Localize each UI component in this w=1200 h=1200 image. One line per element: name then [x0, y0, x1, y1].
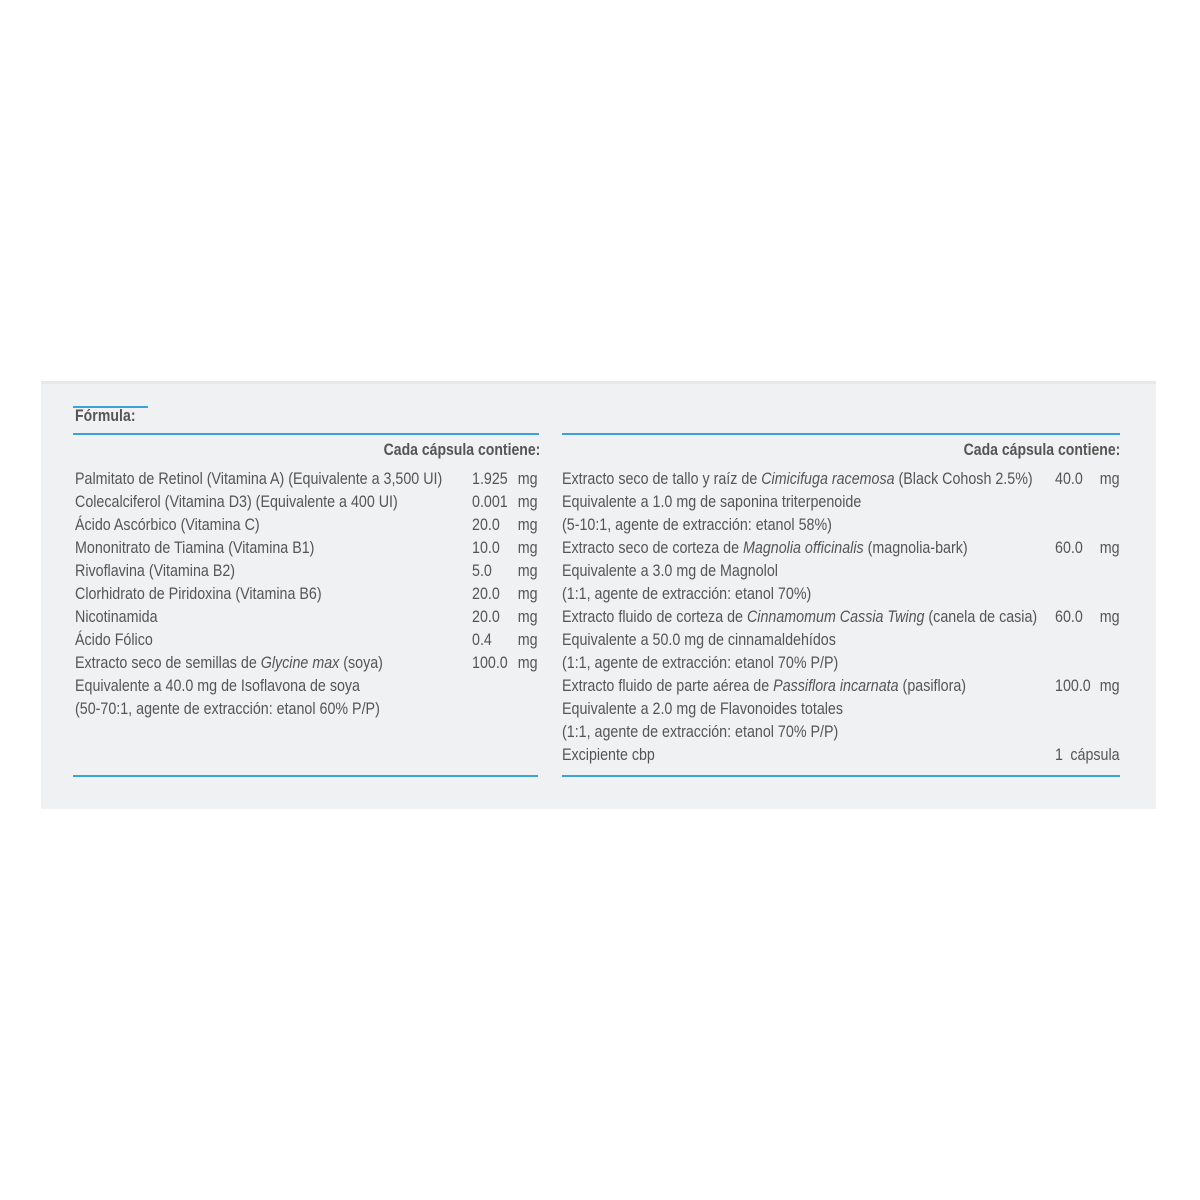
right-column-header: Cada cápsula contiene:	[963, 441, 1120, 459]
right-column-bottom-rule	[562, 775, 1120, 777]
ingredient-name: (5-10:1, agente de extracción: etanol 58%)	[562, 515, 832, 534]
ingredient-row	[562, 674, 1120, 697]
ingredient-row	[75, 490, 538, 513]
ingredient-name: Equivalente a 1.0 mg de saponina triterpenoide	[562, 492, 862, 511]
ingredient-row	[562, 536, 1120, 559]
ingredient-amount: 1.925	[472, 469, 508, 488]
ingredient-unit: mg	[518, 584, 538, 603]
ingredient-amount: 5.0	[472, 561, 492, 580]
ingredient-name: Equivalente a 50.0 mg de cinnamaldehídos	[562, 630, 836, 649]
ingredient-name: Rivoflavina (Vitamina B2)	[75, 561, 236, 580]
ingredient-unit: mg	[518, 469, 538, 488]
ingredient-name: (1:1, agente de extracción: etanol 70%)	[562, 584, 812, 603]
formula-title: Fórmula:	[75, 407, 136, 425]
ingredient-amount: 0.001	[472, 492, 508, 511]
ingredient-row	[75, 651, 538, 674]
formula-panel	[41, 381, 1156, 809]
ingredient-amount: 1	[1055, 745, 1063, 764]
ingredient-name: Equivalente a 40.0 mg de Isoflavona de soya	[75, 676, 361, 695]
ingredient-name: Extracto seco de corteza de Magnolia officinalis (magnolia-bark)	[562, 538, 968, 557]
ingredient-unit: mg	[518, 630, 538, 649]
ingredient-row	[562, 697, 1120, 720]
ingredient-name: (1:1, agente de extracción: etanol 70% P/P)	[562, 722, 839, 741]
ingredient-row	[75, 674, 538, 697]
ingredient-row	[562, 651, 1120, 674]
ingredient-row	[562, 628, 1120, 651]
ingredient-name: Excipiente cbp	[562, 745, 655, 764]
ingredient-row	[562, 582, 1120, 605]
ingredient-name: (1:1, agente de extracción: etanol 70% P/P)	[562, 653, 839, 672]
ingredient-name: Nicotinamida	[75, 607, 158, 626]
ingredient-unit: mg	[518, 653, 538, 672]
ingredient-name: (50-70:1, agente de extracción: etanol 60% P/P)	[75, 699, 380, 718]
ingredient-name: Clorhidrato de Piridoxina (Vitamina B6)	[75, 584, 322, 603]
ingredient-name: Equivalente a 2.0 mg de Flavonoides totales	[562, 699, 844, 718]
ingredient-row	[75, 605, 538, 628]
ingredient-amount: 10.0	[472, 538, 500, 557]
ingredient-unit: mg	[518, 607, 538, 626]
ingredient-unit: mg	[1100, 538, 1120, 557]
ingredient-unit: cápsula	[1070, 745, 1120, 764]
ingredient-unit: mg	[1100, 676, 1120, 695]
ingredient-name: Extracto fluido de corteza de Cinnamomum Cassia Twing (canela de casia)	[562, 607, 1038, 626]
ingredient-amount: 20.0	[472, 607, 500, 626]
ingredient-name: Ácido Ascórbico (Vitamina C)	[75, 515, 260, 534]
ingredient-name: Extracto seco de semillas de Glycine max (soya)	[75, 653, 383, 672]
ingredient-amount: 60.0	[1055, 607, 1083, 626]
ingredient-unit: mg	[1100, 607, 1120, 626]
ingredient-amount: 40.0	[1055, 469, 1083, 488]
ingredient-row	[75, 628, 538, 651]
ingredient-row	[75, 467, 538, 490]
left-column-bottom-rule	[73, 775, 538, 777]
ingredient-unit: mg	[518, 515, 538, 534]
ingredient-name: Ácido Fólico	[75, 630, 153, 649]
ingredient-row	[562, 513, 1120, 536]
ingredient-row	[75, 559, 538, 582]
ingredient-unit: mg	[518, 492, 538, 511]
ingredient-row	[75, 536, 538, 559]
ingredient-amount: 20.0	[472, 584, 500, 603]
ingredient-name: Palmitato de Retinol (Vitamina A) (Equivalente a 3,500 UI)	[75, 469, 443, 488]
right-column-top-rule	[562, 433, 1120, 435]
ingredient-row	[75, 697, 538, 720]
ingredient-unit: mg	[518, 538, 538, 557]
ingredient-row	[562, 467, 1120, 490]
ingredient-amount: 100.0	[472, 653, 508, 672]
ingredient-amount: 0.4	[472, 630, 492, 649]
left-column-top-rule	[73, 433, 539, 435]
ingredient-name: Mononitrato de Tiamina (Vitamina B1)	[75, 538, 315, 557]
ingredient-amount: 60.0	[1055, 538, 1083, 557]
ingredient-row	[562, 605, 1120, 628]
ingredient-row	[562, 490, 1120, 513]
ingredient-name: Extracto seco de tallo y raíz de Cimicifuga racemosa (Black Cohosh 2.5%)	[562, 469, 1033, 488]
ingredient-row	[562, 720, 1120, 743]
ingredient-amount: 20.0	[472, 515, 500, 534]
ingredient-row	[75, 582, 538, 605]
ingredient-name: Colecalciferol (Vitamina D3) (Equivalente a 400 UI)	[75, 492, 398, 511]
ingredient-name: Equivalente a 3.0 mg de Magnolol	[562, 561, 778, 580]
left-column-header: Cada cápsula contiene:	[383, 441, 540, 459]
ingredient-amount: 100.0	[1055, 676, 1091, 695]
ingredient-name: Extracto fluido de parte aérea de Passiflora incarnata (pasiflora)	[562, 676, 967, 695]
ingredient-unit: mg	[1100, 469, 1120, 488]
ingredient-unit: mg	[518, 561, 538, 580]
ingredient-row	[562, 743, 1120, 766]
ingredient-row	[562, 559, 1120, 582]
ingredient-row	[75, 513, 538, 536]
